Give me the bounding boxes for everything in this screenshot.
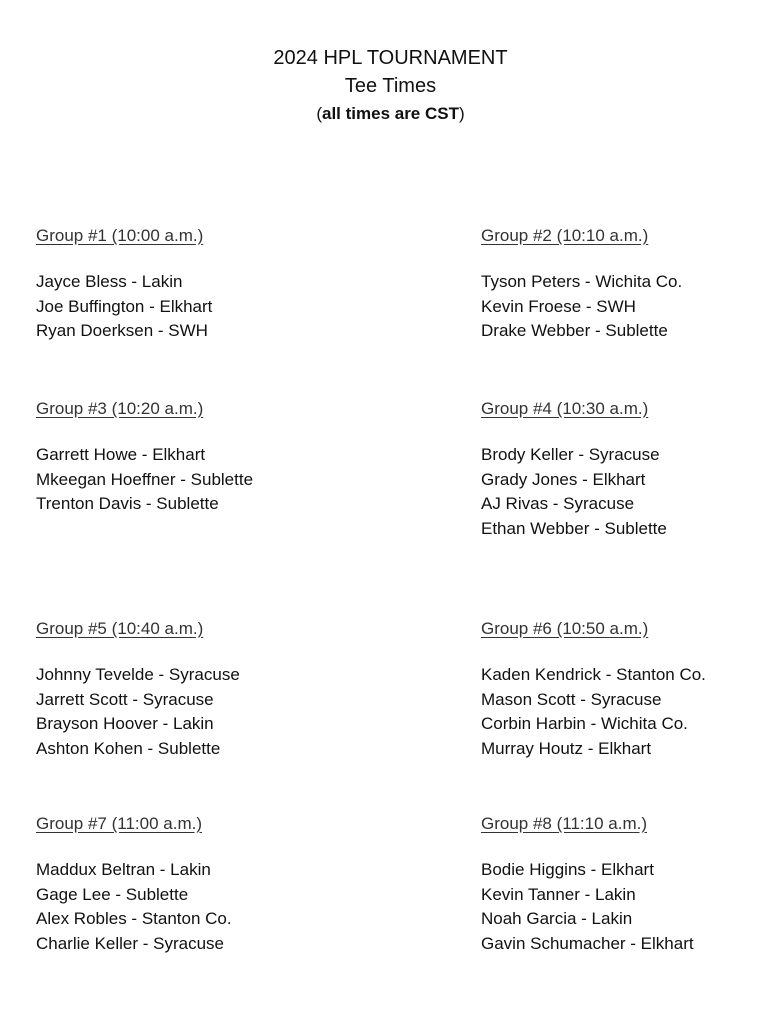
group-heading: Group #3 (10:20 a.m.) xyxy=(36,399,204,418)
timezone-note-close: ) xyxy=(459,104,465,123)
tee-times-subtitle: Tee Times xyxy=(344,75,437,97)
group-heading: Group #6 (10:50 a.m.) xyxy=(481,619,649,638)
group-heading: Group #4 (10:30 a.m.) xyxy=(481,399,649,418)
player-entry: Alex Robles - Stanton Co. xyxy=(36,909,232,928)
player-list xyxy=(36,443,356,517)
group-heading: Group #1 (10:00 a.m.) xyxy=(36,226,204,245)
player-list xyxy=(481,443,781,541)
player-list xyxy=(36,270,356,344)
player-entry: Kaden Kendrick - Stanton Co. xyxy=(481,665,706,684)
player-entry: Gage Lee - Sublette xyxy=(36,884,189,904)
player-entry: Tyson Peters - Wichita Co. xyxy=(481,272,683,291)
player-entry: Ashton Kohen - Sublette xyxy=(36,738,221,758)
player-entry: AJ Rivas - Syracuse xyxy=(481,494,635,513)
tournament-title: 2024 HPL TOURNAMENT xyxy=(273,47,508,69)
player-entry: Johnny Tevelde - Syracuse xyxy=(36,665,240,684)
player-entry: Grady Jones - Elkhart xyxy=(481,469,646,489)
player-list xyxy=(36,663,356,761)
player-entry: Brody Keller - Syracuse xyxy=(481,445,660,464)
group-1 xyxy=(36,224,356,344)
player-entry: Murray Houtz - Elkhart xyxy=(481,738,652,758)
group-heading: Group #5 (10:40 a.m.) xyxy=(36,619,204,638)
group-6 xyxy=(481,617,781,761)
player-entry: Ryan Doerksen - SWH xyxy=(36,321,208,340)
group-heading: Group #8 (11:10 a.m.) xyxy=(481,814,647,833)
player-entry: Jayce Bless - Lakin xyxy=(36,272,183,291)
player-entry: Garrett Howe - Elkhart xyxy=(36,445,206,464)
player-entry: Jarrett Scott - Syracuse xyxy=(36,689,214,709)
timezone-note-open: ( xyxy=(316,104,322,123)
group-3 xyxy=(36,397,356,517)
document-header xyxy=(0,44,781,126)
player-entry: Maddux Beltran - Lakin xyxy=(36,860,211,879)
player-entry: Ethan Webber - Sublette xyxy=(481,518,667,538)
player-entry: Gavin Schumacher - Elkhart xyxy=(481,933,694,953)
player-entry: Brayson Hoover - Lakin xyxy=(36,714,214,733)
player-entry: Kevin Froese - SWH xyxy=(481,296,636,316)
player-entry: Mason Scott - Syracuse xyxy=(481,689,662,709)
player-list xyxy=(481,270,781,344)
player-entry: Corbin Harbin - Wichita Co. xyxy=(481,714,688,733)
player-list xyxy=(481,663,781,761)
group-4 xyxy=(481,397,781,541)
player-entry: Charlie Keller - Syracuse xyxy=(36,933,225,953)
player-entry: Noah Garcia - Lakin xyxy=(481,909,633,928)
group-heading: Group #7 (11:00 a.m.) xyxy=(36,814,202,833)
player-entry: Mkeegan Hoeffner - Sublette xyxy=(36,469,254,489)
player-list xyxy=(36,858,356,956)
player-entry: Drake Webber - Sublette xyxy=(481,321,668,340)
group-5 xyxy=(36,617,356,761)
player-entry: Trenton Davis - Sublette xyxy=(36,494,219,513)
player-entry: Kevin Tanner - Lakin xyxy=(481,884,636,904)
timezone-note xyxy=(0,102,781,126)
player-entry: Joe Buffington - Elkhart xyxy=(36,296,213,316)
player-entry: Bodie Higgins - Elkhart xyxy=(481,860,654,879)
player-list xyxy=(481,858,781,956)
group-2 xyxy=(481,224,781,344)
group-7 xyxy=(36,812,356,956)
timezone-note-text: all times are CST xyxy=(321,104,459,123)
group-8 xyxy=(481,812,781,956)
group-heading: Group #2 (10:10 a.m.) xyxy=(481,226,649,245)
